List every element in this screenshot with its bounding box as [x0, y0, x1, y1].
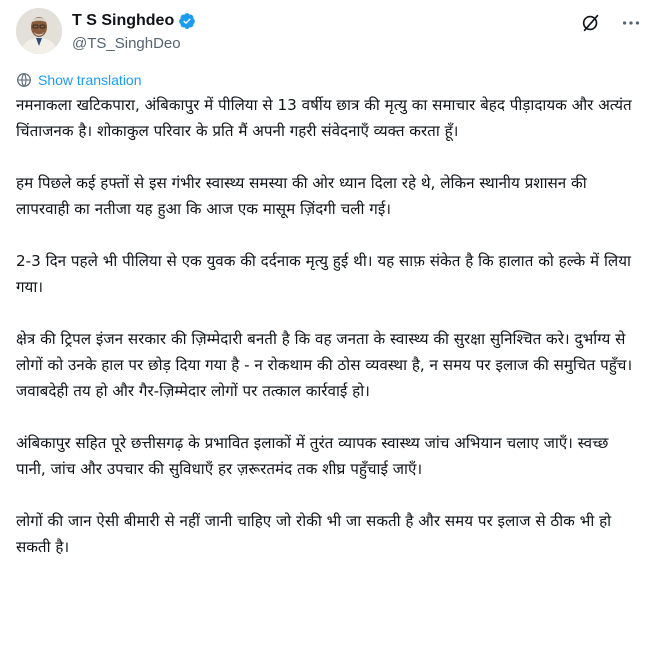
more-options-icon[interactable]: [620, 12, 642, 34]
tweet-paragraph: लोगों की जान ऐसी बीमारी से नहीं जानी चाहिए जो रोकी भी जा सकती है और समय पर इलाज से ठीक भी हो सकती है।: [16, 512, 612, 556]
tweet-paragraph: हम पिछले कई हफ्तों से इस गंभीर स्वास्थ्य समस्या की ओर ध्यान दिला रहे थे, लेकिन स्थानीय प्रशासन की लापरवाही का नतीजा यह हुआ कि आज एक मासूम ज़िंदगी चली गई।: [16, 174, 587, 218]
tweet-header: [16, 8, 642, 56]
author-name[interactable]: T S Singhdeo: [72, 12, 175, 29]
tweet-paragraph: 2-3 दिन पहले भी पीलिया से एक युवक की दर्दनाक मृत्यु हुई थी। यह साफ़ संकेत है कि हालात को हल्के में लिया गया।: [16, 252, 631, 296]
tweet-paragraph: अंबिकापुर सहित पूरे छत्तीसगढ़ के प्रभावित इलाकों में तुरंत व्यापक स्वास्थ्य जांच अभियान चलाए जाएँ। स्वच्छ पानी, जांच और उपचार की सुविधाएँ हर ज़रूरतमंद तक शीघ्र पहुँचाई जाएँ।: [16, 434, 609, 478]
translate-icon: [16, 72, 32, 88]
grok-icon[interactable]: [580, 12, 602, 34]
avatar[interactable]: [16, 8, 62, 54]
tweet-paragraph: क्षेत्र की ट्रिपल इंजन सरकार की ज़िम्मेदारी बनती है कि वह जनता के स्वास्थ्य की सुरक्षा सुनिश्चित करे। दुर्भाग्य से लोगों को उनके हाल पर छोड़ दिया गया है - न रोकथाम की ठोस व्यवस्था है, न समय पर इलाज की समुचित पहुँच। जवाबदेही तय हो और गैर-ज़िम्मेदार लोगों पर तत्काल कार्रवाई हो।: [16, 330, 633, 400]
show-translation-label[interactable]: Show translation: [38, 72, 142, 88]
tweet-text: [16, 92, 642, 560]
header-actions: [580, 12, 642, 34]
author-block: [72, 10, 196, 52]
show-translation-link[interactable]: [16, 72, 142, 88]
tweet-paragraph: नमनाकला खटिकपारा, अंबिकापुर में पीलिया से 13 वर्षीय छात्र की मृत्यु का समाचार बेहद पीड़ादायक और अत्यंत चिंताजनक है। शोकाकुल परिवार के प्रति मैं अपनी गहरी संवेदनाएँ व्यक्त करता हूँ।: [16, 96, 632, 140]
verified-badge-icon: [178, 12, 196, 30]
author-handle[interactable]: @TS_SinghDeo: [72, 35, 181, 52]
